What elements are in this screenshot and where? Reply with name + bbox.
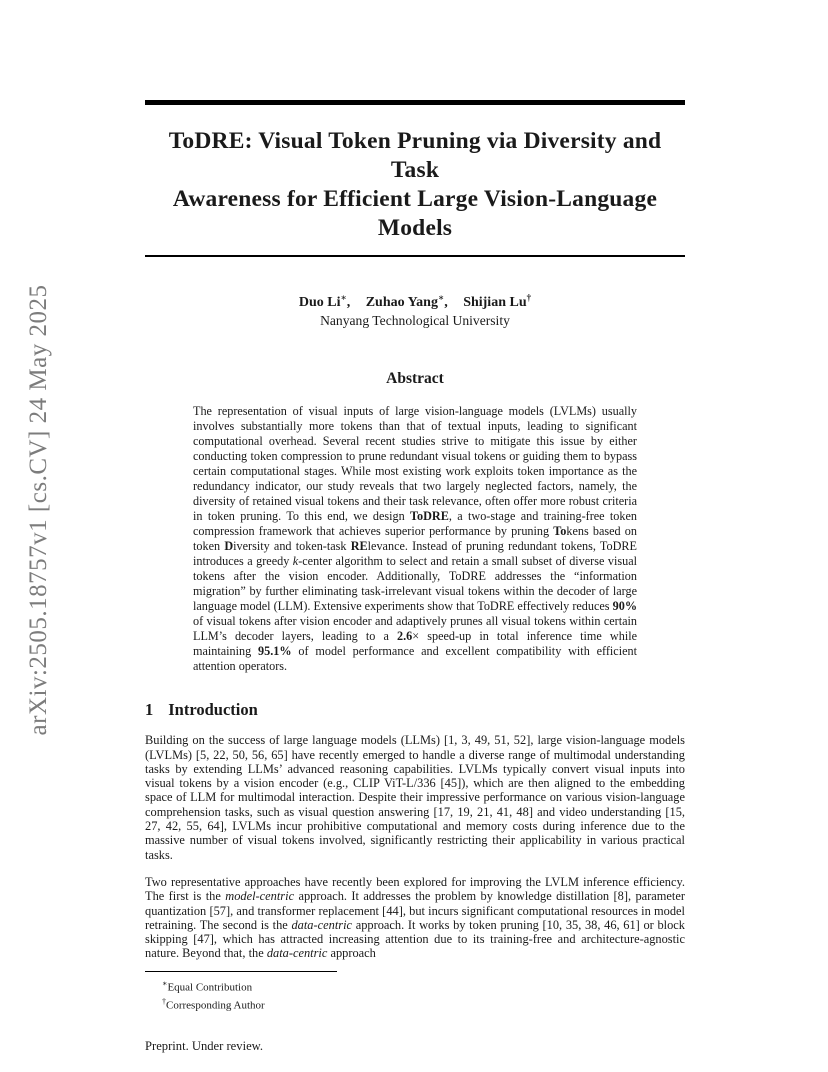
footnote-mark: † <box>162 996 166 1006</box>
title-rule-top <box>145 100 685 105</box>
title-rule-bottom <box>145 255 685 257</box>
author-separator: , <box>346 295 351 311</box>
author-footnote-mark: ∗ <box>437 292 445 303</box>
body-paragraph: Two representative approaches have recently been explored for improving the LVLM inference efficiency. The first is the model-centric approach. It addresses the problem by knowledge distillation [8], parameter quantization [57], and transformer replacement [44], but incurs significant computational resources in model retraining. The second is the data-centric approach. It works by token pruning [10, 35, 38, 46, 61] or block skipping [47], which has attracted increasing attention due to its training-free and architecture-agnostic nature. Beyond that, the data-centric approach <box>145 874 685 961</box>
section-number: 1 <box>145 700 154 720</box>
author <box>463 292 532 311</box>
body-paragraph: Building on the success of large language models (LLMs) [1, 3, 49, 51, 52], large vision-language models (LVLMs) [5, 22, 50, 56, 65] have recently emerged to handle a diverse range of multimodal understanding tasks by extending LLMs’ advanced reasoning capabilities. LVLMs typically convert visual inputs into visual tokens by a vision encoder (e.g., CLIP ViT-L/336 [45]), which are then aligned to the embedding space of LLM for multimodal interaction. Despite their impressive performance on various vision-language comprehension tasks, such as visual question answering [17, 19, 21, 41, 48] and video understanding [15, 27, 42, 55, 64], LVLMs incur prohibitive computational and memory costs during inference due to the massive number of visual tokens involved, significantly restricting their applicability in various practical tasks. <box>145 733 685 862</box>
arxiv-watermark: arXiv:2505.18757v1 [cs.CV] 24 May 2025 <box>25 284 52 736</box>
footnote-text: Corresponding Author <box>166 999 265 1012</box>
footnote <box>145 977 685 995</box>
footnote-rule <box>145 971 337 972</box>
affiliation: Nanyang Technological University <box>320 313 510 329</box>
author-name: Shijian Lu <box>463 295 527 311</box>
paper-title-line2: Awareness for Efficient Large Vision-Language Models <box>172 186 658 241</box>
footnote-text: Equal Contribution <box>167 981 253 994</box>
section-title: Introduction <box>168 700 258 720</box>
introduction-body <box>145 733 685 960</box>
preprint-note: Preprint. Under review. <box>145 1039 264 1054</box>
author-list <box>145 293 685 312</box>
section-heading-introduction <box>145 700 685 720</box>
footnote <box>145 995 685 1013</box>
abstract-text: The representation of visual inputs of large vision-language models (LVLMs) usually involves substantially more tokens than that of textual inputs, leading to significant computational overhead. Several recent studies strive to mitigate this issue by either conducting token compression to prune redundant visual tokens or guiding them to bypass certain computational stages. While most existing work exploits token importance as the redundancy indicator, our study reveals that two largely neglected factors, namely, the diversity of retained visual tokens and their task relevance, often offer more robust criteria in token pruning. To this end, we design ToDRE, a two-stage and training-free token compression framework that achieves superior performance by pruning Tokens based on token Diversity and token-task RElevance. Instead of pruning redundant tokens, ToDRE introduces a greedy k-center algorithm to select and retain a small subset of diverse visual tokens after the vision encoder. Additionally, ToDRE addresses the “information migration” by further eliminating task-irrelevant visual tokens within the decoder of large language model (LLM). Extensive experiments show that ToDRE effectively reduces 90% of visual tokens after vision encoder and adaptively prunes all visual tokens within certain LLM’s decoder layers, leading to a 2.6× speed-up in total inference time while maintaining 95.1% of model performance and excellent compatibility with efficient attention operators. <box>193 404 637 674</box>
author-footnote-mark: ∗ <box>340 292 347 303</box>
author-footnote-mark: † <box>526 292 532 303</box>
paper-title <box>145 127 685 243</box>
footnote-mark: ∗ <box>162 978 168 988</box>
footnotes <box>145 977 685 1012</box>
paper-title-line1: ToDRE: Visual Token Pruning via Diversity and Task <box>168 128 662 183</box>
author <box>365 292 448 311</box>
author-separator: , <box>444 295 448 311</box>
author-name: Duo Li <box>298 295 341 311</box>
paper-content-column <box>145 0 685 1054</box>
abstract-heading: Abstract <box>386 370 444 388</box>
author-name: Zuhao Yang <box>365 295 438 311</box>
author <box>298 292 351 311</box>
